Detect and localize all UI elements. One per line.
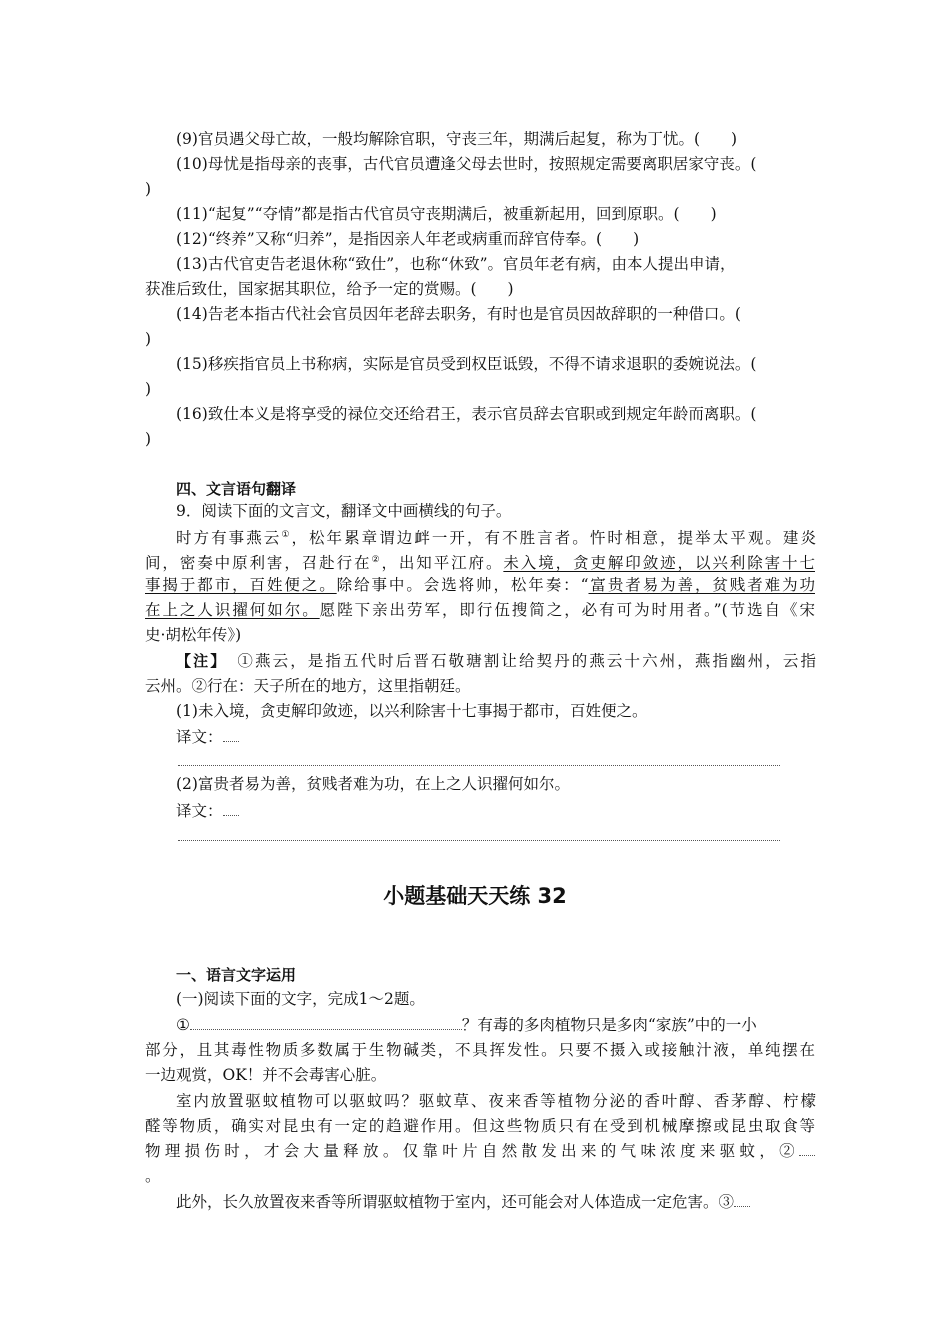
underlined-sentence-1: 未入境，贪吏解印敛迹，以兴利除害十七 [503, 554, 815, 573]
item-16: (16)致仕本义是将享受的禄位交还给君王，表示官员辞去官职或到规定年龄而离职。( [176, 405, 757, 423]
footnote-ref-1: ① [281, 530, 292, 540]
passage-line-5: 史·胡松年传》) [145, 626, 242, 644]
footnote-ref-2: ② [371, 555, 382, 565]
passage-para-2-line-2: 醛等物质，确实对昆虫有一定的趋避作用。但这些物质只有在受到机械摩擦或昆虫取食等 [145, 1117, 815, 1135]
item-11: (11)“起复”“夺情”都是指古代官员守丧期满后，被重新起用，回到原职。( ) [176, 205, 717, 223]
item-14: (14)告老本指古代社会官员因年老辞去职务，有时也是官员因故辞职的一种借口。( [176, 305, 741, 323]
answer-blank-1[interactable] [223, 727, 239, 742]
item-9: (9)官员遇父母亡故，一般均解除官职，守丧三年，期满后起复，称为丁忧。( ) [176, 130, 738, 148]
item-13: (13)古代官吏告老退休称“致仕”，也称“休致”。官员年老有病，由本人提出申请， [176, 255, 736, 273]
section-heading: 四、文言语句翻译 [176, 480, 297, 498]
item-14-paren: ) [145, 330, 152, 348]
translation-label-2: 译文： [176, 800, 816, 822]
item-12: (12)“终养”又称“归养”，是指因亲人年老或病重而辞官侍奉。( ) [176, 230, 640, 248]
answer-line-1[interactable] [178, 765, 780, 766]
passage-line-1: 时方有事燕云①，松年累章谓边衅一开，有不胜言者。忤时相意，提举太平观。建炎 [176, 529, 816, 548]
fill-blank-3[interactable] [734, 1192, 750, 1207]
practice-title: 小题基础天天练 32 [383, 884, 567, 908]
passage-line-3: 事揭于都市，百姓便之。除给事中。会选将帅，松年奏：“富贵者易为善，贫贱者难为功 [145, 576, 815, 594]
fill-blank-1[interactable] [190, 1015, 462, 1030]
passage-para-2-line-3: 物理损伤时，才会大量释放。仅靠叶片自然散发出来的气味浓度来驱蚊，② [145, 1140, 815, 1162]
answer-line-2[interactable] [178, 840, 780, 841]
passage-para-2-line-1: 室内放置驱蚊植物可以驱蚊吗？驱蚊草、夜来香等植物分泌的香叶醇、香茅醇、柠檬 [176, 1092, 816, 1110]
passage-para-2-line-4: 。 [145, 1167, 161, 1185]
item-15-paren: ) [145, 380, 152, 398]
fill-blank-2[interactable] [799, 1141, 815, 1156]
passage-line-4: 在上之人识擢何如尔。愿陛下亲出劳军，即行伍搜简之，必有可为时用者。”(节选自《宋 [145, 601, 815, 619]
item-10-paren: ) [145, 180, 152, 198]
underlined-sentence-2-cont: 在上之人识擢何如尔。 [145, 601, 320, 619]
answer-blank-2[interactable] [223, 801, 239, 816]
practice-intro: (一)阅读下面的文字，完成1～2题。 [176, 990, 425, 1008]
translation-label-1: 译文： [176, 726, 816, 748]
translate-q2: (2)富贵者易为善，贫贱者难为功，在上之人识擢何如尔。 [176, 775, 570, 793]
underlined-sentence-2: 富贵者易为善，贫贱者难为功 [588, 576, 815, 594]
passage-line-2: 间，密奏中原利害，召赴行在②，出知平江府。未入境，贪吏解印敛迹，以兴利除害十七 [145, 554, 815, 573]
passage-para-1-line-2: 部分，且其毒性物质多数属于生物碱类，不具挥发性。只要不摄入或接触汁液，单纯摆在 [145, 1041, 815, 1059]
translate-q1: (1)未入境，贪吏解印敛迹，以兴利除害十七事揭于都市，百姓便之。 [176, 702, 648, 720]
note-label: 【注】 [176, 652, 220, 670]
item-13-cont: 获准后致仕，国家据其职位，给予一定的赏赐。( ) [145, 280, 514, 298]
item-15: (15)移疾指官员上书称病，实际是官员受到权臣诋毁，不得不请求退职的委婉说法。( [176, 355, 757, 373]
item-10: (10)母忧是指母亲的丧事，古代官员遭逢父母去世时，按照规定需要离职居家守丧。( [176, 155, 757, 173]
underlined-sentence-1-cont: 事揭于都市，百姓便之。 [145, 576, 337, 594]
note-line-2: 云州。②行在：天子所在的地方，这里指朝廷。 [145, 677, 471, 695]
item-16-paren: ) [145, 430, 152, 448]
passage-para-1-line-3: 一边观赏，OK！并不会毒害心脏。 [145, 1066, 387, 1084]
note-line-1: 【注】 ①燕云，是指五代时后晋石敬瑭割让给契丹的燕云十六州，燕指幽州，云指 [176, 652, 816, 670]
passage-para-1-line-1: ① ？有毒的多肉植物只是多肉“家族”中的一小 [176, 1016, 757, 1034]
question-prompt: 9．阅读下面的文言文，翻译文中画横线的句子。 [176, 502, 512, 520]
practice-heading: 一、语言文字运用 [176, 966, 297, 984]
passage-para-3-line-1: 此外，长久放置夜来香等所谓驱蚊植物于室内，还可能会对人体造成一定危害。③ [176, 1191, 816, 1213]
